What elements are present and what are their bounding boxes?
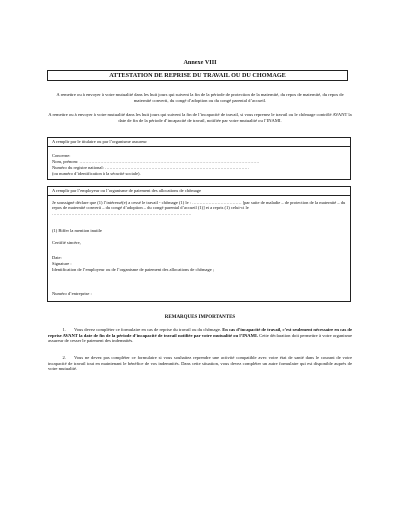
- declaration-text[interactable]: Je soussigné déclare que (1) l’intéressé(e) a cessé le travail - chômage (1) le : …………………………… [par suite de maladie – de protection de la maternité – du repos de maternité converti – du congé d’adoption – du congé parental d’accueil (1)] et a repris (1) celui-ci le …………………………………………………………………………………: [52, 200, 346, 216]
- strike-note: (1) Biffer la mention inutile: [52, 228, 102, 233]
- intro-paragraph-2: A remettre ou à envoyer à votre mutualité dans les huit jours qui suivent la fin de l’incapacité de travail, si vous reprenez le travail ou le chômage contrôlé AVANT la date de fin de la période d’incapacité de travail, notifiée par votre mutualité ou l’INAMI.: [48, 112, 352, 123]
- annex-title: Annexe VIII: [183, 59, 217, 66]
- document-title: ATTESTATION DE REPRISE DU TRAVAIL OU DU CHOMAGE: [47, 70, 348, 81]
- remarks-title: REMARQUES IMPORTANTES: [164, 315, 236, 320]
- remark-2-text: Vous ne devez pas compléter ce formulaire si vous souhaitez reprendre une activité compatible avec votre état de santé dans le courant de votre incapacité de travail tout en maintenant le bénéfice de vos indemnités. Dans cette situation, vous devez compléter un autre formulaire qui est disponible auprès de votre mutualité.: [48, 355, 352, 372]
- employer-section-header: A remplir par l’employeur ou l’organisme de paiement des allocations de chômage: [48, 187, 350, 196]
- remark-1-text-a: Vous devez compléter ce formulaire en cas de reprise du travail ou du chômage.: [74, 327, 223, 332]
- employer-identification-field[interactable]: Identification de l’employeur ou de l’organisme de paiement des allocations de chômage ;: [52, 267, 215, 272]
- remark-2-number: 2.: [62, 355, 66, 360]
- certified-label: Certifié sincère,: [52, 240, 81, 245]
- name-field[interactable]: Nom, prénom: …………………………………………………………………………………………………………: [52, 159, 260, 164]
- remark-2: [48, 355, 352, 372]
- company-number-field[interactable]: Numéro d’entreprise :: [52, 291, 92, 296]
- signature-field[interactable]: Signature :: [52, 261, 72, 266]
- employer-section: [47, 186, 351, 302]
- holder-section: [47, 137, 351, 180]
- holder-section-header: A remplir par le titulaire ou par l’organisme assureur: [48, 138, 350, 147]
- concerne-label: Concerne:: [52, 153, 71, 158]
- social-security-id-note: (ou numéro d’identification à la sécurité sociale).: [52, 171, 141, 176]
- remark-1-text-c: Cette déclaration doit permettre à votre organisme assureur de cesser le paiement des indemnités.: [48, 332, 352, 344]
- remark-1: [48, 327, 352, 344]
- remark-1-text-bold: En cas d’incapacité de travail, c’est seulement nécessaire en cas de reprise AVANT la date de fin de la période d’incapacité de travail notifiée par votre mutualité ou l’INAMI.: [48, 327, 352, 338]
- national-register-field[interactable]: Numéro du registre national: ……………………………………………………………………………………: [52, 165, 249, 170]
- intro-paragraph-1: A remettre ou à envoyer à votre mutualité dans les huit jours qui suivent la fin de la période de protection de la maternité, du repos de maternité, du repos de maternité converti, du congé d’adoption ou du congé parental d’accueil.: [56, 92, 344, 103]
- remark-1-number: 1.: [62, 327, 66, 332]
- date-field[interactable]: Date:: [52, 255, 62, 260]
